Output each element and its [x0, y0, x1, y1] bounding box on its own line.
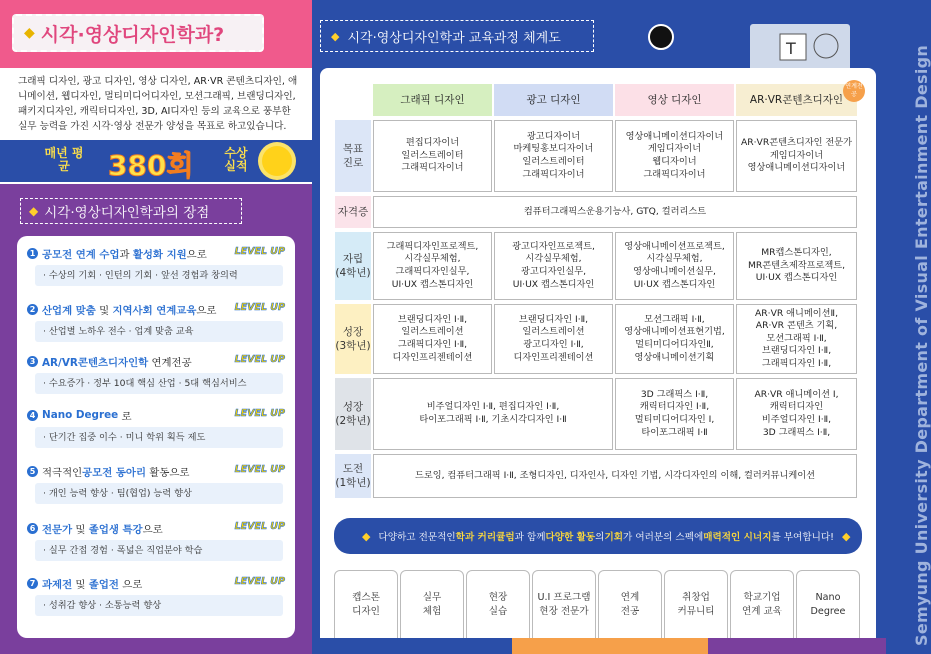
number-badge: 5	[27, 466, 38, 477]
bottom-color-bars	[312, 638, 886, 654]
course-cell: MR캡스톤디자인, MR콘텐츠제작프로젝트, UI·UX 캡스톤디자인	[736, 232, 857, 300]
diamond-icon: ◆	[29, 204, 39, 218]
advantage-heading	[27, 302, 289, 316]
course-cell: 영상애니메이션프로젝트, 시각실무체험, 영상애니메이션실무, UI·UX 캡스톤디자인	[615, 232, 734, 300]
curriculum-row	[335, 378, 863, 450]
heading-highlight: Nano Degree	[42, 409, 119, 421]
advantage-heading	[27, 246, 289, 260]
vertical-text: Semyung University Department of Visual Entertainment Design	[912, 44, 931, 646]
advantage-detail: · 수요증가 · 정부 10대 핵심 산업 · 5대 핵심서비스	[35, 373, 283, 394]
activity-tile: 취창업 커뮤니티	[664, 570, 728, 640]
header-spacer	[335, 84, 371, 116]
heading-post: 으로	[186, 248, 207, 261]
bar-purple	[708, 638, 886, 654]
advantage-detail: · 실무 간접 경험 · 폭넓은 직업분야 학습	[35, 540, 283, 561]
advantage-item	[27, 576, 289, 616]
row-label: 자립 (4학년)	[335, 232, 371, 300]
svg-text:T: T	[786, 39, 796, 58]
banner-highlight: 다양한 활동	[545, 532, 596, 543]
course-cell: 그래픽디자인프로젝트, 시각실무체험, 그래픽디자인실무, UI·UX 캡스톤디자인	[373, 232, 492, 300]
course-cell: AR·VR 애니메이션 Ⅰ, 캐릭터디자인 비주얼디자인 Ⅰ·Ⅱ, 3D 그래픽스 Ⅰ·Ⅱ,	[736, 378, 857, 450]
banner-part: 과 함께	[514, 532, 546, 543]
curriculum-row	[335, 304, 863, 374]
course-cell: 편집디자이너 일러스트레이터 그래픽디자이너	[373, 120, 492, 192]
advantage-heading	[27, 408, 289, 422]
heading-highlight: 과제전	[42, 578, 73, 591]
diamond-icon: ◆	[362, 529, 371, 543]
activity-tile: 연계 전공	[598, 570, 662, 640]
advantage-heading	[27, 521, 289, 535]
left-column	[0, 0, 312, 654]
advantage-detail: · 성취감 향상 · 소통능력 향상	[35, 595, 283, 616]
number-badge: 4	[27, 410, 38, 421]
heading-mid: 및	[72, 523, 89, 536]
course-cell: AR·VR콘텐츠디자인 전문가 게임디자이너 영상애니메이션디자이너	[736, 120, 857, 192]
track-header: 그래픽 디자인	[373, 84, 492, 116]
heading-highlight: 졸업전	[88, 578, 119, 591]
advantage-detail: · 단기간 집중 이수 · 미니 학위 획득 제도	[35, 427, 283, 448]
curriculum-row	[335, 120, 863, 192]
curriculum-row	[335, 196, 863, 228]
level-up-badge: LEVEL UP	[234, 302, 285, 313]
heading-pre: 적극적인	[42, 466, 83, 479]
advantage-item	[27, 464, 289, 504]
track-header: AR·VR콘텐츠디자인	[736, 84, 857, 116]
number-badge: 1	[27, 248, 38, 259]
number-badge: 2	[27, 304, 38, 315]
course-cell: 3D 그래픽스 Ⅰ·Ⅱ, 캐릭터디자인 Ⅰ·Ⅱ, 멀티미디어디자인 Ⅰ, 타이포그래픽 Ⅰ·Ⅱ	[615, 378, 734, 450]
course-cell: 브랜딩디자인 Ⅰ·Ⅱ, 일러스트레이션 광고디자인 Ⅰ·Ⅱ, 디자인프리젠테이션	[494, 304, 613, 374]
heading-highlight: AR/VR콘텐츠디자인학	[42, 356, 149, 369]
heading-post: 으로	[118, 578, 143, 591]
level-up-badge: LEVEL UP	[234, 521, 285, 532]
banner-highlight: 기회	[604, 532, 623, 543]
activity-tile: 학교기업 연계 교육	[730, 570, 794, 640]
heading-mid: 활동으로	[146, 466, 190, 479]
stat-label-annual: 매년 평균	[44, 146, 84, 173]
heading-highlight: 산업계 맞춤	[42, 304, 96, 317]
level-up-badge: LEVEL UP	[234, 354, 285, 365]
track-header: 영상 디자인	[615, 84, 734, 116]
heading-highlight: 공모전 동아리	[82, 466, 146, 479]
curriculum-grid	[335, 84, 863, 502]
course-cell: 컴퓨터그래픽스운용기능사, GTQ, 컬러리스트	[373, 196, 857, 228]
banner-part: 가 여러분의 스펙에	[623, 532, 704, 543]
heading-mid: 연계전공	[148, 356, 192, 369]
heading-highlight: 공모전 연계 수업	[42, 248, 120, 261]
lightbulb-icon	[648, 24, 674, 50]
course-cell: 영상애니메이션디자이너 게임디자이너 웹디자이너 그래픽디자이너	[615, 120, 734, 192]
heading-post: 으로	[196, 304, 217, 317]
curriculum-title: 시각·영상디자인학과 교육과정 체계도	[347, 30, 561, 46]
sun-icon	[262, 146, 292, 176]
level-up-badge: LEVEL UP	[234, 408, 285, 419]
curriculum-row	[335, 454, 863, 498]
heading-highlight: 활성화 지원	[132, 248, 187, 261]
vertical-department-name	[886, 0, 931, 654]
heading-highlight: 전문가	[42, 523, 73, 536]
banner-part: 를 부여합니다!	[771, 532, 834, 543]
heading-mid: 및	[72, 578, 89, 591]
level-up-badge: LEVEL UP	[234, 576, 285, 587]
header-row	[335, 84, 863, 116]
bar-orange	[512, 638, 708, 654]
advantage-item	[27, 246, 289, 286]
row-label: 목표 진로	[335, 120, 371, 192]
hero-title-box	[12, 14, 264, 52]
level-up-badge: LEVEL UP	[234, 246, 285, 257]
advantage-item	[27, 302, 289, 342]
bar-blue	[312, 638, 512, 654]
activity-tile: 현장 실습	[466, 570, 530, 640]
stat-label-awards: 수상 실적	[224, 146, 248, 173]
row-label: 자격증	[335, 196, 371, 228]
advantage-item	[27, 354, 289, 394]
advantage-item	[27, 408, 289, 448]
number-badge: 7	[27, 578, 38, 589]
row-label: 도전 (1학년)	[335, 454, 371, 498]
advantage-detail: · 개인 능력 향상 · 팀(협업) 능력 향상	[35, 483, 283, 504]
advantage-heading	[27, 576, 289, 590]
advantage-heading	[27, 464, 289, 478]
hero-title: 시각·영상디자인학과?	[40, 23, 225, 46]
course-cell: 드로잉, 컴퓨터그래픽 Ⅰ·Ⅱ, 조형디자인, 디자인사, 디자인 기법, 시각디자인의 이해, 컬러커뮤니케이션	[373, 454, 857, 498]
heading-mid: 및	[95, 304, 113, 317]
synergy-banner	[334, 518, 862, 554]
heading-mid: 과	[119, 248, 133, 261]
heading-highlight: 졸업생 특강	[88, 523, 143, 536]
activity-tile: 캡스톤 디자인	[334, 570, 398, 640]
stat-value: 380회	[108, 149, 194, 182]
advantages-title-box	[20, 198, 242, 224]
number-badge: 6	[27, 523, 38, 534]
track-header: 광고 디자인	[494, 84, 613, 116]
award-stat-banner	[0, 140, 312, 182]
diamond-icon: ◆	[841, 529, 851, 543]
banner-highlight: 학과 커리큘럼	[455, 532, 515, 543]
activity-tile: U.I 프로그램 현장 전문가	[532, 570, 596, 640]
diamond-icon: ◆	[331, 29, 340, 43]
curriculum-row	[335, 232, 863, 300]
number-badge: 3	[27, 356, 38, 367]
course-cell: 브랜딩디자인 Ⅰ·Ⅱ, 일러스트레이션 그래픽디자인 Ⅰ·Ⅱ, 디자인프리젠테이션	[373, 304, 492, 374]
intro-text: 그래픽 디자인, 광고 디자인, 영상 디자인, AR·VR 콘텐츠디자인, 애니메이션, 웹디자인, 멀티미디어디자인, 모션그래픽, 브랜딩디자인, 패키지디자인, 캐릭터디자인, 3D, AI디자인 등의 교육으로 풍부한 실무 능력을 가진 시각·영상 전문가 양성을 목표로 하고있습니다.	[18, 76, 298, 132]
course-cell: 광고디자인프로젝트, 시각실무체험, 광고디자인실무, UI·UX 캡스톤디자인	[494, 232, 613, 300]
joint-major-badge: 연계전공	[843, 80, 865, 102]
advantage-detail: · 수상의 기회 · 인턴의 기회 · 앞선 경험과 창의력	[35, 265, 283, 286]
design-tools-illustration	[750, 24, 850, 72]
advantage-detail: · 산업별 노하우 전수 · 업계 맞춤 교육	[35, 321, 283, 342]
advantage-item	[27, 521, 289, 561]
diamond-icon: ◆	[24, 25, 35, 41]
activity-tile: Nano Degree	[796, 570, 860, 640]
banner-part: 다양하고 전문적인	[378, 532, 456, 543]
heading-highlight: 지역사회 연계교육	[112, 304, 197, 317]
course-cell: 광고디자이너 마케팅홍보디자이너 일러스트레이터 그래픽디자이너	[494, 120, 613, 192]
activity-tile: 실무 체험	[400, 570, 464, 640]
row-label: 성장 (2학년)	[335, 378, 371, 450]
course-cell: 모션그래픽 Ⅰ·Ⅱ, 영상애니메이션표현기법, 멀티미디어디자인Ⅱ, 영상애니메이션기획	[615, 304, 734, 374]
banner-highlight: 매력적인 시너지	[703, 532, 772, 543]
curriculum-title-box	[320, 20, 594, 52]
advantages-title: 시각·영상디자인학과의 장점	[44, 205, 210, 221]
activity-tiles	[334, 570, 862, 640]
heading-mid: 로	[118, 410, 132, 423]
banner-part: 의	[595, 532, 605, 543]
level-up-badge: LEVEL UP	[234, 464, 285, 475]
advantage-heading	[27, 354, 289, 368]
advantages-card	[17, 236, 295, 638]
course-cell: 비주얼디자인 Ⅰ·Ⅱ, 편집디자인 Ⅰ·Ⅱ, 타이포그래픽 Ⅰ·Ⅱ, 기초시각디자인 Ⅰ·Ⅱ	[373, 378, 613, 450]
course-cell: AR·VR 애니메이션Ⅱ, AR·VR 콘텐츠 기획, 모션그래픽 Ⅰ·Ⅱ, 브랜딩디자인 Ⅰ·Ⅱ, 그래픽디자인 Ⅰ·Ⅱ,	[736, 304, 857, 374]
heading-post: 으로	[142, 523, 163, 536]
hero-banner	[0, 0, 312, 68]
row-label: 성장 (3학년)	[335, 304, 371, 374]
